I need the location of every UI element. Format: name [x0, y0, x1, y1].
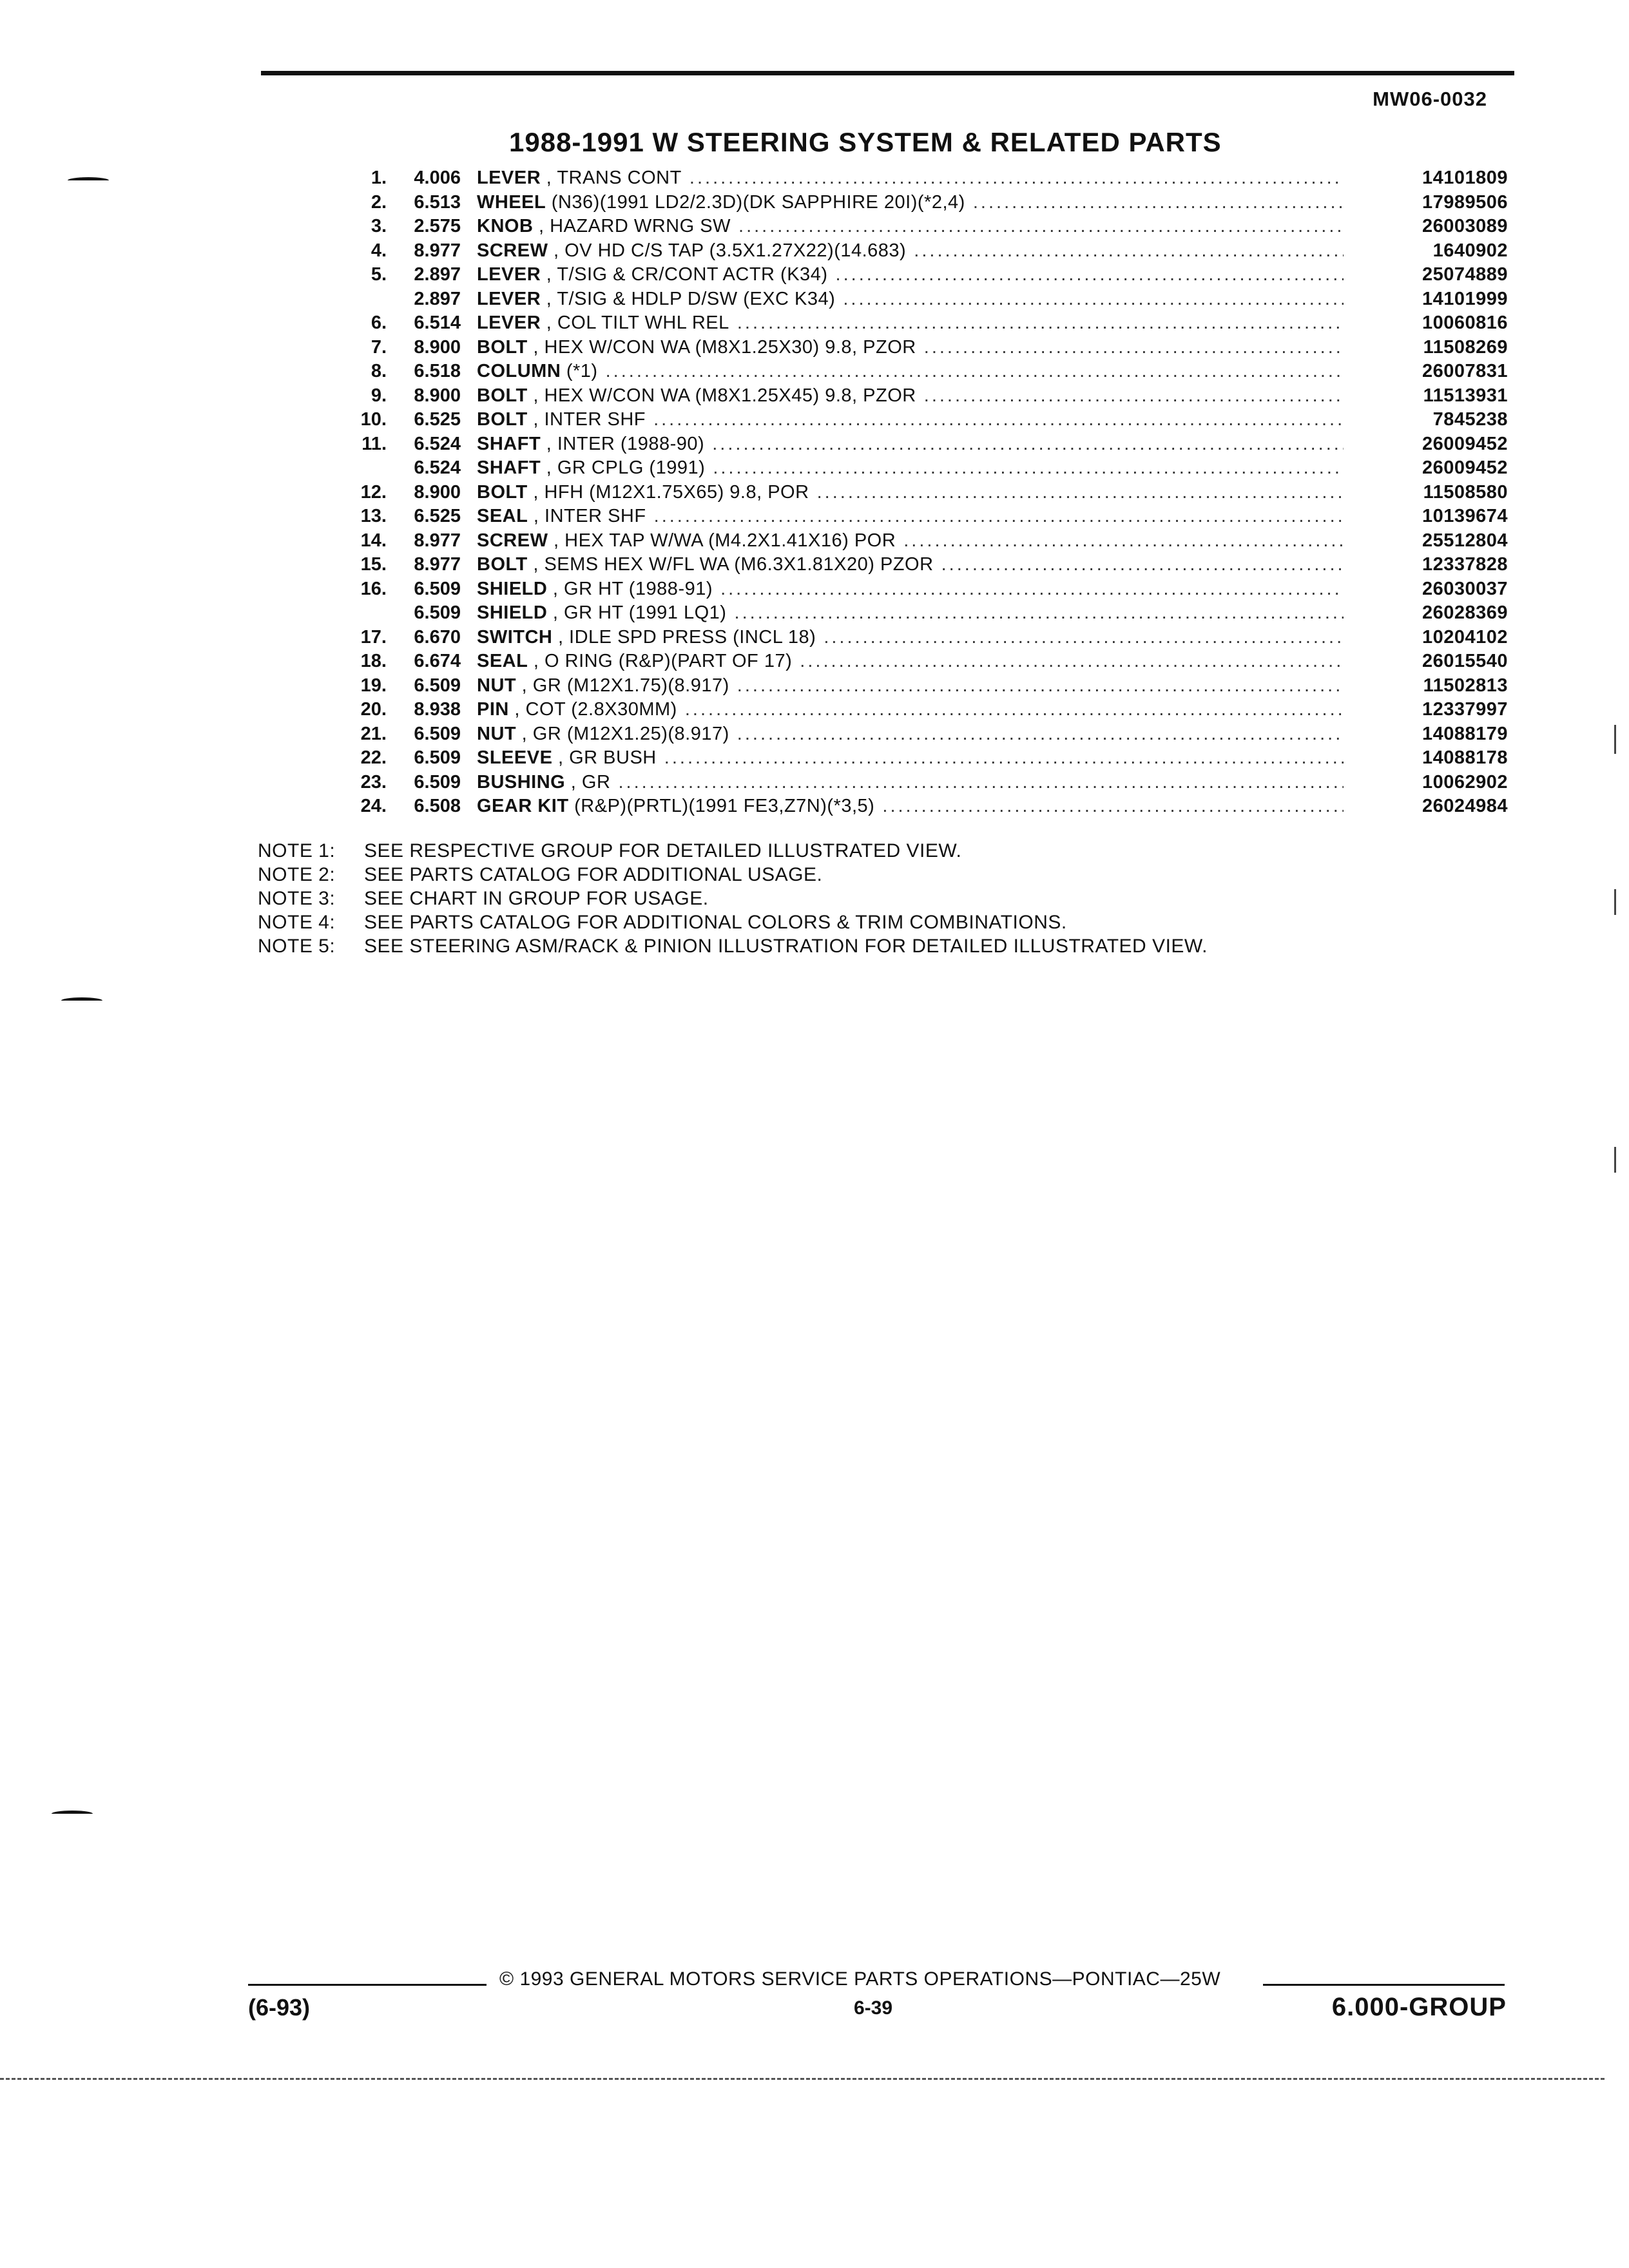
note-line	[258, 863, 1208, 887]
part-number: 17989506	[1422, 191, 1508, 213]
part-detail: , GR (M12X1.25)(8.917)	[521, 723, 729, 744]
part-detail: , TRANS CONT	[546, 168, 682, 188]
part-row	[258, 553, 1508, 577]
part-name: BUSHING	[477, 771, 566, 793]
part-description	[477, 239, 1344, 264]
part-description	[477, 166, 1344, 191]
item-number: 10.	[360, 409, 387, 430]
part-name: BOLT	[477, 385, 528, 406]
part-row	[258, 722, 1508, 747]
group-number: 6.509	[414, 747, 461, 768]
part-description	[477, 263, 1344, 287]
part-row	[258, 360, 1508, 384]
part-number: 10060816	[1422, 312, 1508, 333]
part-number: 12337828	[1422, 554, 1508, 575]
part-description	[477, 771, 1344, 795]
item-number: 20.	[360, 699, 387, 720]
group-number: 6.509	[414, 675, 461, 696]
part-description	[477, 432, 1344, 457]
item-number: 8.	[371, 361, 387, 381]
page-number: 6-39	[854, 1997, 893, 2019]
part-row	[258, 311, 1508, 336]
part-name: NUT	[477, 675, 517, 696]
part-detail: , T/SIG & HDLP D/SW (EXC K34)	[546, 288, 836, 309]
part-number: 7845238	[1432, 409, 1508, 430]
item-number: 21.	[360, 723, 387, 744]
part-row	[258, 239, 1508, 264]
note-label: NOTE 1:	[258, 840, 336, 861]
part-name: SHAFT	[477, 457, 541, 478]
item-number: 17.	[360, 626, 387, 648]
item-number: 1.	[371, 168, 387, 188]
item-number: 7.	[371, 336, 387, 358]
part-detail: (N36)(1991 LD2/2.3D)(DK SAPPHIRE 20I)(*2,4)	[551, 191, 965, 213]
part-number: 26030037	[1422, 578, 1508, 599]
group-number: 2.897	[414, 264, 461, 285]
part-name: LEVER	[477, 288, 541, 309]
margin-mark	[68, 177, 109, 184]
part-detail: , COL TILT WHL REL	[546, 312, 729, 333]
part-detail: (R&P)(PRTL)(1991 FE3,Z7N)(*3,5)	[574, 796, 875, 816]
part-detail: , SEMS HEX W/FL WA (M6.3X1.81X20) PZOR	[533, 554, 934, 575]
part-number: 10139674	[1422, 506, 1508, 526]
item-number: 2.	[371, 191, 387, 213]
group-number: 2.897	[414, 288, 461, 309]
part-row	[258, 287, 1508, 312]
item-number: 23.	[360, 771, 387, 793]
group-number: 8.900	[414, 385, 461, 406]
part-detail: , GR HT (1991 LQ1)	[552, 602, 727, 623]
group-label: 6.000-GROUP	[1331, 1993, 1507, 2021]
part-name: COLUMN	[477, 361, 561, 381]
page-title: 1988-1991 W STEERING SYSTEM & RELATED PARTS	[509, 127, 1222, 157]
part-name: KNOB	[477, 216, 534, 236]
part-description	[477, 384, 1344, 408]
notes-list	[258, 839, 1208, 958]
part-description	[477, 215, 1344, 239]
date-code: (6-93)	[248, 1994, 311, 2021]
part-description	[477, 794, 1344, 819]
item-number: 3.	[371, 216, 387, 236]
footer-rule-left	[248, 1984, 487, 1986]
part-number: 26007831	[1422, 361, 1508, 381]
part-number: 14101999	[1422, 288, 1508, 309]
part-row	[258, 432, 1508, 457]
part-detail: , INTER SHF	[533, 506, 646, 526]
part-number: 11508269	[1423, 336, 1508, 358]
edge-mark	[1614, 889, 1616, 915]
group-number: 6.674	[414, 651, 461, 671]
part-detail: , HEX W/CON WA (M8X1.25X45) 9.8, PZOR	[533, 385, 916, 406]
note-label: NOTE 5:	[258, 936, 336, 957]
part-number: 1640902	[1432, 240, 1508, 261]
part-detail: , HEX TAP W/WA (M4.2X1.41X16) POR	[554, 530, 896, 551]
part-row	[258, 577, 1508, 602]
item-number: 11.	[361, 433, 387, 454]
group-number: 6.509	[414, 771, 461, 793]
parts-list	[258, 166, 1508, 819]
part-row	[258, 336, 1508, 360]
part-number: 12337997	[1422, 699, 1508, 720]
part-number: 14101809	[1422, 168, 1508, 188]
bottom-rule	[0, 2078, 1605, 2080]
part-number: 10062902	[1422, 771, 1508, 793]
part-detail: , HAZARD WRNG SW	[538, 216, 731, 236]
part-detail: , GR (M12X1.75)(8.917)	[521, 675, 729, 696]
group-number: 6.509	[414, 602, 461, 623]
part-name: SCREW	[477, 240, 548, 261]
part-description	[477, 601, 1344, 626]
part-detail: , GR HT (1988-91)	[552, 578, 713, 599]
part-row	[258, 408, 1508, 432]
note-line	[258, 910, 1208, 934]
part-row	[258, 191, 1508, 215]
item-number: 22.	[360, 747, 387, 768]
part-number: 14088178	[1422, 747, 1508, 768]
note-text: SEE PARTS CATALOG FOR ADDITIONAL USAGE.	[364, 864, 823, 885]
document-code: MW06-0032	[1373, 88, 1487, 110]
group-number: 6.508	[414, 796, 461, 816]
edge-mark	[1614, 725, 1616, 754]
part-name: SCREW	[477, 530, 548, 551]
part-detail: , OV HD C/S TAP (3.5X1.27X22)(14.683)	[554, 240, 907, 261]
margin-mark	[61, 997, 102, 1004]
group-number: 6.524	[414, 433, 461, 454]
group-number: 6.513	[414, 191, 461, 213]
part-description	[477, 311, 1344, 336]
part-detail: , GR BUSH	[558, 747, 657, 768]
part-detail: , COT (2.8X30MM)	[514, 699, 677, 720]
part-row	[258, 166, 1508, 191]
margin-mark	[52, 1811, 93, 1817]
part-name: NUT	[477, 723, 517, 744]
part-name: LEVER	[477, 264, 541, 285]
item-number: 18.	[360, 651, 387, 671]
part-number: 25074889	[1422, 264, 1508, 285]
part-name: SEAL	[477, 506, 528, 526]
part-number: 26024984	[1422, 796, 1508, 816]
part-number: 14088179	[1422, 723, 1508, 744]
part-description	[477, 456, 1344, 481]
part-number: 26009452	[1422, 457, 1508, 478]
part-detail: , INTER (1988-90)	[546, 433, 705, 454]
note-text: SEE STEERING ASM/RACK & PINION ILLUSTRATION FOR DETAILED ILLUSTRATED VIEW.	[364, 936, 1208, 957]
note-text: SEE RESPECTIVE GROUP FOR DETAILED ILLUSTRATED VIEW.	[364, 840, 962, 861]
part-description	[477, 505, 1344, 529]
part-name: WHEEL	[477, 191, 546, 213]
note-line	[258, 887, 1208, 910]
item-number: 19.	[360, 675, 387, 696]
part-number: 26003089	[1422, 216, 1508, 236]
group-number: 6.670	[414, 626, 461, 648]
part-detail: (*1)	[566, 361, 598, 381]
part-name: SEAL	[477, 651, 528, 671]
part-row	[258, 794, 1508, 819]
part-description	[477, 722, 1344, 747]
part-description	[477, 649, 1344, 674]
part-name: SHIELD	[477, 578, 548, 599]
part-detail: , HFH (M12X1.75X65) 9.8, POR	[533, 481, 809, 503]
copyright-line: © 1993 GENERAL MOTORS SERVICE PARTS OPERATIONS—PONTIAC—25W	[499, 1968, 1221, 1990]
group-number: 6.514	[414, 312, 461, 333]
part-detail: , O RING (R&P)(PART OF 17)	[533, 651, 793, 671]
part-row	[258, 746, 1508, 771]
part-row	[258, 384, 1508, 408]
item-number: 24.	[360, 796, 387, 816]
note-label: NOTE 2:	[258, 864, 336, 885]
part-number: 11508580	[1423, 481, 1508, 503]
item-number: 9.	[371, 385, 387, 406]
part-name: SHIELD	[477, 602, 548, 623]
group-number: 6.509	[414, 723, 461, 744]
part-description	[477, 553, 1344, 577]
part-name: GEAR KIT	[477, 796, 569, 816]
group-number: 8.977	[414, 530, 461, 551]
part-description	[477, 481, 1344, 505]
part-row	[258, 263, 1508, 287]
item-number: 14.	[360, 530, 387, 551]
part-description	[477, 408, 1344, 432]
part-row	[258, 601, 1508, 626]
note-label: NOTE 4:	[258, 912, 336, 933]
part-description	[477, 287, 1344, 312]
item-number: 5.	[371, 264, 387, 285]
part-detail: , GR CPLG (1991)	[546, 457, 706, 478]
part-number: 25512804	[1422, 530, 1508, 551]
footer-rule-right	[1263, 1984, 1505, 1986]
group-number: 8.900	[414, 481, 461, 503]
part-number: 11513931	[1423, 385, 1508, 406]
part-row	[258, 674, 1508, 698]
part-detail: , GR	[570, 771, 611, 793]
part-detail: , T/SIG & CR/CONT ACTR (K34)	[546, 264, 828, 285]
part-description	[477, 191, 1344, 215]
part-row	[258, 505, 1508, 529]
part-name: BOLT	[477, 481, 528, 503]
part-name: SLEEVE	[477, 747, 553, 768]
part-number: 11502813	[1423, 675, 1508, 696]
part-number: 10204102	[1422, 626, 1508, 648]
part-name: LEVER	[477, 312, 541, 333]
part-row	[258, 456, 1508, 481]
group-number: 6.524	[414, 457, 461, 478]
part-number: 26009452	[1422, 433, 1508, 454]
note-label: NOTE 3:	[258, 888, 336, 909]
part-name: SHAFT	[477, 433, 541, 454]
part-detail: , HEX W/CON WA (M8X1.25X30) 9.8, PZOR	[533, 336, 916, 358]
part-row	[258, 215, 1508, 239]
item-number: 16.	[360, 578, 387, 599]
part-name: BOLT	[477, 409, 528, 430]
group-number: 6.509	[414, 578, 461, 599]
part-description	[477, 698, 1344, 722]
part-row	[258, 649, 1508, 674]
part-name: SWITCH	[477, 626, 553, 648]
group-number: 8.977	[414, 554, 461, 575]
part-name: BOLT	[477, 336, 528, 358]
group-number: 8.900	[414, 336, 461, 358]
item-number: 12.	[360, 481, 387, 503]
group-number: 6.518	[414, 361, 461, 381]
part-row	[258, 698, 1508, 722]
item-number: 4.	[371, 240, 387, 261]
edge-mark	[1614, 1147, 1616, 1173]
group-number: 6.525	[414, 506, 461, 526]
top-rule	[261, 71, 1514, 75]
group-number: 8.938	[414, 699, 461, 720]
part-description	[477, 529, 1344, 553]
part-name: PIN	[477, 699, 509, 720]
item-number: 6.	[371, 312, 387, 333]
part-detail: , INTER SHF	[533, 409, 646, 430]
note-line	[258, 934, 1208, 958]
part-description	[477, 360, 1344, 384]
group-number: 8.977	[414, 240, 461, 261]
part-name: LEVER	[477, 168, 541, 188]
part-description	[477, 746, 1344, 771]
part-description	[477, 336, 1344, 360]
part-number: 26015540	[1422, 651, 1508, 671]
part-name: BOLT	[477, 554, 528, 575]
part-row	[258, 771, 1508, 795]
note-line	[258, 839, 1208, 863]
part-description	[477, 674, 1344, 698]
group-number: 6.525	[414, 409, 461, 430]
note-text: SEE PARTS CATALOG FOR ADDITIONAL COLORS & TRIM COMBINATIONS.	[364, 912, 1067, 933]
part-detail: , IDLE SPD PRESS (INCL 18)	[557, 626, 816, 648]
part-description	[477, 577, 1344, 602]
item-number: 13.	[360, 506, 387, 526]
part-row	[258, 529, 1508, 553]
part-row	[258, 626, 1508, 650]
part-row	[258, 481, 1508, 505]
part-description	[477, 626, 1344, 650]
group-number: 2.575	[414, 216, 461, 236]
item-number: 15.	[360, 554, 387, 575]
note-text: SEE CHART IN GROUP FOR USAGE.	[364, 888, 709, 909]
part-number: 26028369	[1422, 602, 1508, 623]
group-number: 4.006	[414, 168, 461, 188]
